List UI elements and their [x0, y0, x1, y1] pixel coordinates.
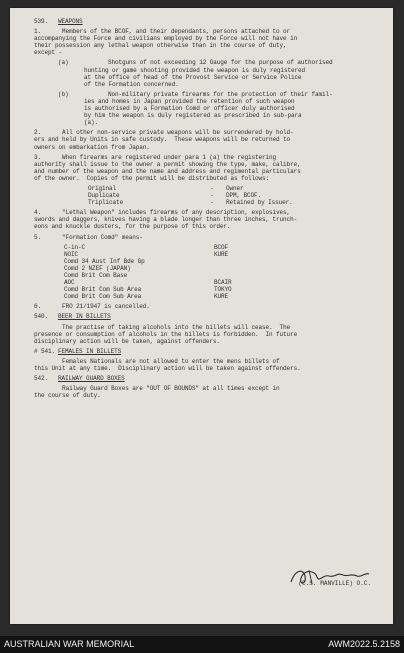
text-line: Railway Guard Boxes are "OUT OF BOUNDS" at all times except in — [34, 385, 280, 393]
subpara-a-line: Shotguns of not exceeding 12 Gauge for the purpose of authorised — [108, 59, 333, 67]
paragraph-539-2 — [34, 129, 385, 150]
text-line: 2. All other non-service private weapons will be surrendered by hold- — [34, 129, 294, 137]
paragraph-540 — [34, 324, 385, 345]
distribution-dash: - — [210, 199, 214, 207]
paragraph-539-5: 5. "Formation Comd" means- — [34, 233, 143, 241]
subpara-b — [34, 91, 385, 98]
formation-name: Comd 34 Aust Inf Bde Gp — [64, 257, 145, 265]
text-line: eons and knuckle dusters, for the purpose of this order. — [34, 223, 231, 231]
formation-row — [34, 265, 385, 272]
subpara-label: (b) — [58, 90, 69, 98]
signature-name: (C.S. MANVILLE) O.C. — [298, 580, 371, 587]
formation-row — [34, 258, 385, 265]
formation-unit: BCOF — [214, 243, 229, 251]
subpara-a — [34, 59, 385, 66]
text-line: The practise of taking alcohols into the billets will cease. The — [34, 323, 291, 331]
text-line: swords and daggers, knives having a blade longer than three inches, trunch- — [34, 216, 298, 224]
text-line: owners on embarkation from Japan. — [34, 143, 150, 151]
document-page — [10, 8, 393, 624]
distribution-row — [34, 192, 385, 199]
formation-name: Comd Brit Com Sub Area — [64, 286, 142, 294]
formation-name: NOIC — [64, 250, 79, 258]
text-line: their possession any lethal weapon otherwise than in the course of duty, — [34, 42, 287, 50]
formation-name: AOC — [64, 279, 75, 287]
distribution-copy: Duplicate — [88, 192, 120, 200]
text-line: authority shall issue to the owner a permit showing the type, make, calibre, — [34, 160, 301, 168]
paragraph-539-6: 6. FRO 21/1947 is cancelled. — [34, 303, 150, 311]
section-number: 542. — [34, 375, 49, 383]
distribution-row — [34, 185, 385, 192]
distribution-copy: Triplicate — [88, 199, 124, 207]
section-540-header — [34, 313, 385, 320]
paragraph-539-3 — [34, 154, 385, 182]
text-line: the course of duty. — [34, 392, 101, 400]
section-heading: BEER IN BILLETS — [58, 313, 111, 321]
formation-name: Comd Brit Com Sub Area — [64, 293, 142, 301]
formation-row — [34, 244, 385, 251]
paragraph-541 — [34, 358, 385, 372]
section-number: 540. — [34, 313, 49, 321]
text-line: Females Nationals are not allowed to enter the mens billets of — [34, 357, 280, 365]
paragraph-539-4 — [34, 209, 385, 230]
subpara-a-rest — [34, 67, 385, 88]
text-line: at the office of head of the Provost Service or Service Police — [84, 73, 302, 81]
formation-unit: KURE — [214, 293, 229, 301]
text-line: is authorised by a Formation Comd or officer duly authorised — [84, 105, 295, 113]
text-line: by him the weapon is duly registered as prescribed in sub-para — [84, 112, 302, 120]
formation-row — [34, 251, 385, 258]
text-line: ers and held by Units in safe custody. These weapons will be returned to — [34, 136, 291, 144]
text-line: except - — [34, 49, 63, 57]
formation-name: Comd 2 NZEF (JAPAN) — [64, 264, 131, 272]
distribution-copy: Original — [88, 184, 117, 192]
text-line: disciplinary action will be taken, against offenders. — [34, 337, 220, 345]
text-line: 4. "Lethal Weapon" includes firearms of any description, explosives, — [34, 209, 291, 217]
formation-row — [34, 293, 385, 300]
text-line: and number of the weapon and the name and address and regimental particulars — [34, 167, 301, 175]
text-line: accompanying the Force and civilians employed by the Force will not have in — [34, 35, 298, 43]
institution-label: AUSTRALIAN WAR MEMORIAL — [4, 639, 135, 649]
formation-unit: KURE — [214, 250, 229, 258]
distribution-row — [34, 199, 385, 206]
text-line: of the owner. Copies of the permit will be distributed as follows: — [34, 174, 270, 182]
text-line: presence or consumption of alcohols in the billets is forbidden. In future — [34, 330, 298, 338]
distribution-dash: - — [210, 184, 214, 192]
section-heading: WEAPONS — [58, 18, 83, 25]
distribution-to: Retained by Issuer. — [226, 199, 293, 207]
text-line: hunting or game shooting provided the weapon is duly registered — [84, 66, 305, 74]
text-line: this Unit at any time. Disciplinary action will be taken against offenders. — [34, 365, 301, 373]
formation-unit: TOKYO — [214, 286, 232, 294]
subpara-label: (a) — [58, 59, 69, 67]
section-heading: FEMALES IN BILLETS — [58, 347, 122, 355]
text-line: ies and homes in Japan provided the retention of such weapon — [84, 97, 295, 105]
subpara-b-rest — [34, 98, 385, 126]
distribution-list — [34, 185, 385, 206]
distribution-to: Owner — [226, 184, 244, 192]
section-542-header — [34, 375, 385, 382]
formation-name: C-in-C — [64, 243, 86, 251]
formation-row — [34, 286, 385, 293]
paragraph-539-1 — [34, 28, 385, 56]
text-line: (a). — [84, 119, 99, 127]
archive-footer — [0, 636, 404, 653]
handwritten-signature — [285, 564, 375, 594]
formation-unit: BCAIR — [214, 279, 232, 287]
section-heading: RAILWAY GUARD BOXES — [58, 375, 125, 383]
section-number: # 541. — [34, 347, 56, 355]
document-body — [34, 18, 385, 399]
paragraph-542 — [34, 385, 385, 399]
distribution-dash: - — [210, 192, 214, 200]
section-539-header — [34, 18, 385, 25]
text-line: of the Formation concerned. — [84, 80, 179, 88]
section-541-header — [34, 348, 385, 355]
formation-row — [34, 279, 385, 286]
formation-row — [34, 272, 385, 279]
text-line: 1. Members of the BCOF, and their dependants, persons attached to or — [34, 28, 291, 36]
section-number: 539. — [34, 18, 49, 25]
distribution-to: DPM, BCOF. — [226, 192, 262, 200]
accession-number: AWM2022.5.2158 — [328, 639, 400, 649]
text-line: 3. When firearms are registered under para 1 (a) the registering — [34, 153, 277, 161]
formation-name: Comd Brit Com Base — [64, 272, 128, 279]
subpara-b-line: Non-military private firearms for the protection of their famil- — [108, 90, 333, 98]
formation-list — [34, 244, 385, 301]
